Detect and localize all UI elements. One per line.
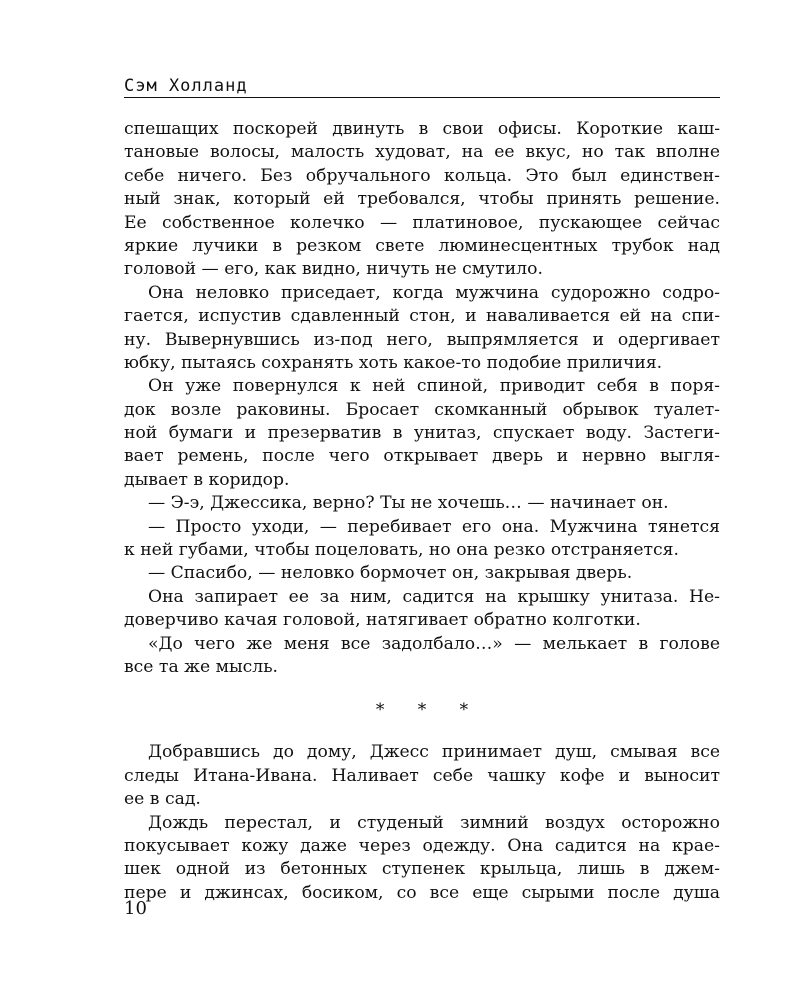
text-line: покусывает кожу даже через одежду. Она садится на крае- <box>124 835 720 856</box>
text-line: следы Итана-Ивана. Наливает себе чашку кофе и выносит <box>124 765 720 786</box>
text-block-after-break <box>124 741 720 905</box>
text-line: пере и джинсах, босиком, со все еще сырыми после душа <box>124 882 720 903</box>
text-line: все та же мысль. <box>124 656 279 677</box>
section-break: * * * <box>375 700 483 721</box>
text-line: юбку, пытаясь сохранять хоть какое-то подобие приличия. <box>124 352 663 373</box>
running-head: Сэм Холланд <box>124 76 248 96</box>
text-line: ну. Вывернувшись из-под него, выпрямляется и одергивает <box>124 329 720 350</box>
text-line: к ней губами, чтобы поцеловать, но она резко отстраняется. <box>124 540 679 561</box>
text-line: дывает в коридор. <box>124 469 290 490</box>
page-number: 10 <box>124 898 147 919</box>
text-line: ный знак, который ей требовался, чтобы принять решение. <box>124 189 720 210</box>
text-line: — Э-э, Джессика, верно? Ты не хочешь… — начинает он. <box>148 493 669 514</box>
body-text <box>124 118 720 905</box>
text-line: — Спасибо, — неловко бормочет он, закрывая дверь. <box>148 563 633 584</box>
text-line: гается, испустив сдавленный стон, и наваливается ей на спи- <box>124 306 720 327</box>
text-line: — Просто уходи, — перебивает его она. Мужчина тянется <box>148 516 720 537</box>
text-line: Дождь перестал, и студеный зимний воздух осторожно <box>148 812 720 833</box>
text-line: док возле раковины. Бросает скомканный обрывок туалет- <box>124 399 720 420</box>
text-line: доверчиво качая головой, натягивает обратно колготки. <box>124 610 641 631</box>
text-line: ее в сад. <box>124 789 201 810</box>
text-line: головой — его, как видно, ничуть не смутило. <box>124 259 543 280</box>
text-line: Она неловко приседает, когда мужчина судорожно содро- <box>148 282 720 303</box>
text-line: Она запирает ее за ним, садится на крышку унитаза. Не- <box>148 586 720 607</box>
text-line: Ее собственное колечко — платиновое, пускающее сейчас <box>124 212 720 233</box>
text-line: Он уже повернулся к ней спиной, приводит себя в поря- <box>148 376 720 397</box>
text-line: спешащих поскорей двинуть в свои офисы. Короткие каш- <box>124 119 720 139</box>
text-line: «До чего же меня все задолбало…» — мелькает в голове <box>148 633 720 654</box>
text-line: тановые волосы, малость худоват, на ее вкус, но так вполне <box>124 142 720 163</box>
text-line: вает ремень, после чего открывает дверь и нервно выгля- <box>124 446 720 467</box>
header-rule <box>124 97 720 98</box>
text-line: себе ничего. Без обручального кольца. Это был единствен- <box>124 165 720 186</box>
text-line: Добравшись до дому, Джесс принимает душ, смывая все <box>148 742 720 763</box>
text-line: яркие лучики в резком свете люминесцентных трубок над <box>124 235 720 256</box>
text-line: шек одной из бетонных ступенек крыльца, лишь в джем- <box>124 859 720 880</box>
text-block-before-break <box>124 118 720 679</box>
text-line: ной бумаги и презерватив в унитаз, спускает воду. Застеги- <box>124 423 720 444</box>
